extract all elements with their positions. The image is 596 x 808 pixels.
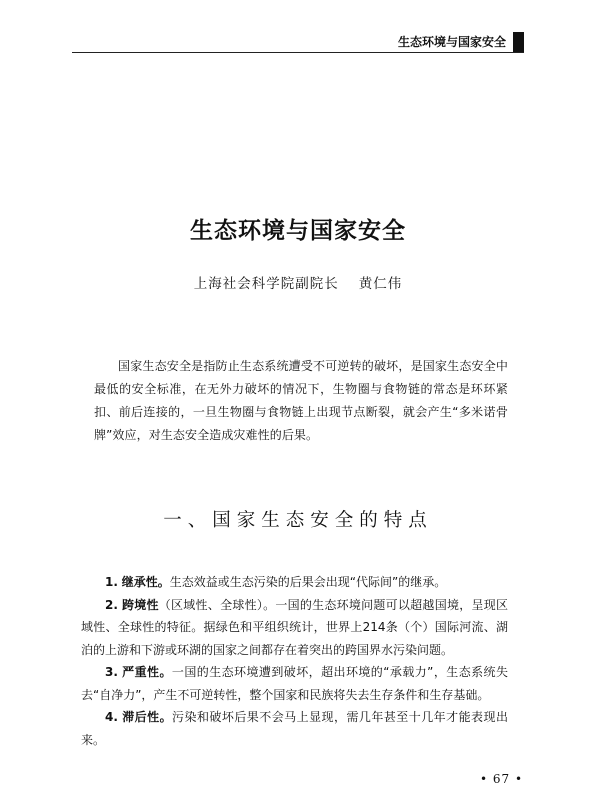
- article-title: 生态环境与国家安全: [190, 218, 406, 244]
- item-number: 1.: [105, 575, 118, 589]
- item-number: 2.: [105, 597, 118, 612]
- list-item: [81, 594, 508, 662]
- item-term: 跨境性: [122, 597, 159, 612]
- author-name: 黄仁伟: [358, 276, 403, 292]
- item-number: 3.: [105, 665, 118, 679]
- running-header-title: 生态环境与国家安全: [397, 35, 506, 49]
- abstract: 国家生态安全是指防止生态系统遭受不可逆转的破坏，是国家生态安全中最低的安全标准，在无外力破坏的情况下，生物圈与食物链的常态是环环紧扣、前后连接的，一旦生物圈与食物链上出现节点断裂，就会产生“多米诺骨牌”效应，对生态安全造成灾难性的后果。: [94, 359, 508, 442]
- section-heading: 一、国家生态安全的特点: [163, 510, 433, 531]
- item-text: 一国的生态环境遭到破坏，超出环境的“承载力”，生态系统失去“自净力”，产生不可逆转性，整个国家和民族将失去生存条件和生存基础。: [81, 665, 508, 702]
- item-term: 滞后性。: [122, 710, 173, 724]
- page-number: • 67 •: [480, 772, 524, 786]
- item-number: 4.: [105, 710, 118, 724]
- list-item: [81, 706, 508, 751]
- running-header: [72, 35, 524, 53]
- item-text: （区域性、全球性）。一国的生态环境问题可以超越国境，呈现区域性、全球性的特征。据绿色和平组织统计，世界上214条（个）国际河流、湖泊的上游和下游或环湖的国家之间都存在着突出的跨国界水污染问题。: [81, 597, 508, 657]
- item-text: 生态效益或生态污染的后果会出现“代际间”的继承。: [169, 575, 447, 589]
- list-item: [81, 571, 508, 594]
- header-marker-block: [513, 32, 524, 52]
- section-body: [81, 571, 508, 751]
- author-affiliation: 上海社会科学院副院长: [193, 276, 339, 292]
- item-term: 继承性。: [121, 575, 170, 589]
- item-text: 污染和破坏后果不会马上显现，需几年甚至十几年才能表现出来。: [81, 710, 508, 747]
- list-item: [81, 661, 508, 706]
- item-term: 严重性。: [122, 665, 172, 679]
- author-line: [0, 272, 596, 292]
